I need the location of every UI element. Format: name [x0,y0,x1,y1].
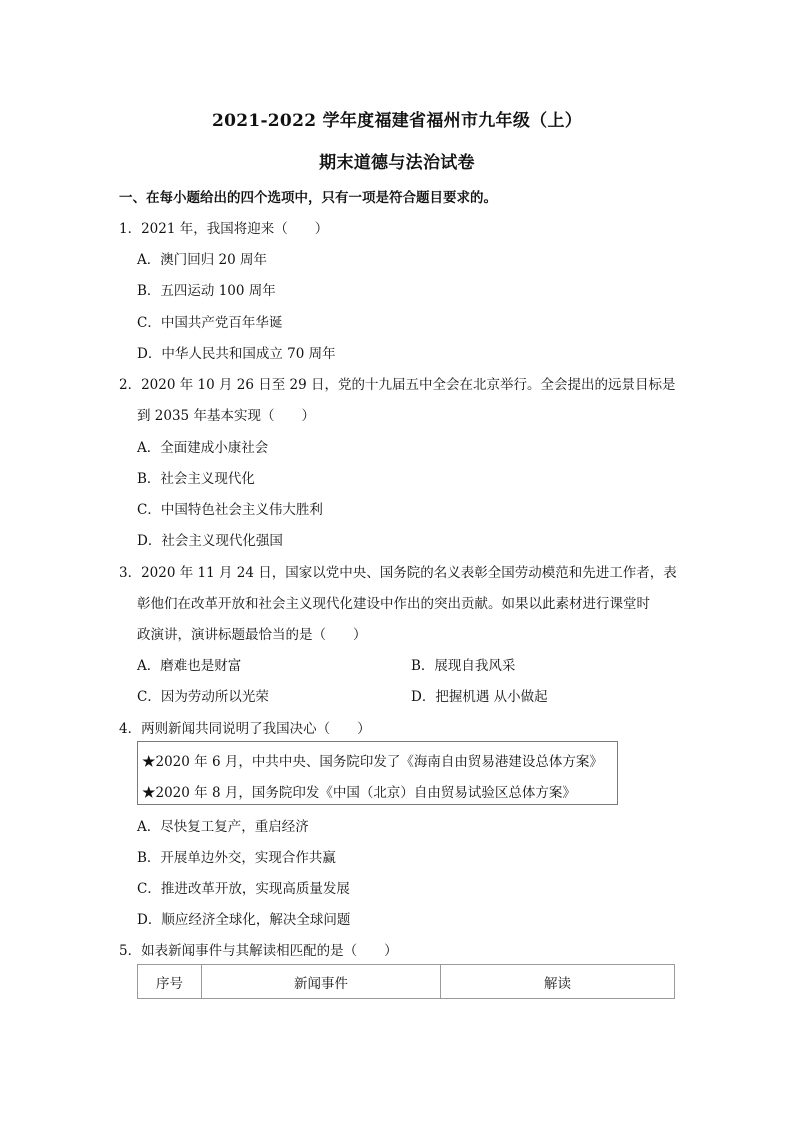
q3-option-c: C．因为劳动所以光荣 [137,689,269,705]
q4-option-d: D．顺应经济全球化，解决全球问题 [137,912,351,928]
q3-option-a: A．磨难也是财富 [137,658,242,674]
exam-title-line1: 2021-2022 学年度福建省福州市九年级（上） [211,111,583,131]
q3-option-b: B．展现自我风采 [411,658,516,674]
q4-option-b: B．开展单边外交，实现合作共赢 [137,850,336,866]
q1-option-d: D．中华人民共和国成立 70 周年 [137,346,336,362]
exam-title-line2: 期末道德与法治试卷 [319,153,475,173]
q1-option-b: B．五四运动 100 周年 [137,283,276,299]
q5-header-interpretation: 解读 [441,965,675,999]
q5-stem: 5．如表新闻事件与其解读相匹配的是（ ） [119,943,398,959]
q4-option-a: A．尽快复工复产，重启经济 [137,819,309,835]
q3-stem-line3: 政演讲，演讲标题最恰当的是（ ） [137,627,367,643]
q2-stem-line1: 2．2020 年 10 月 26 日至 29 日，党的十九届五中全会在北京举行。全会提出的远景目标是 [119,377,676,393]
q1-option-a: A．澳门回归 20 周年 [137,252,268,268]
q4-news-item-2: ★2020 年 8 月，国务院印发《中国（北京）自由贸易试验区总体方案》 [142,785,576,801]
q5-table-header-row [138,965,675,999]
q5-header-event: 新闻事件 [202,965,441,999]
q5-header-index: 序号 [138,965,202,999]
q4-option-c: C．推进改革开放，实现高质量发展 [137,881,350,897]
q4-stem: 4．两则新闻共同说明了我国决心（ ） [119,721,371,737]
q4-news-box [137,741,618,805]
q2-option-a: A．全面建成小康社会 [137,440,269,456]
q2-option-d: D．社会主义现代化强国 [137,533,283,549]
q2-option-b: B．社会主义现代化 [137,471,255,487]
q3-stem-line1: 3．2020 年 11 月 24 日，国家以党中央、国务院的名义表彰全国劳动模范和先进工作者，表 [119,565,677,581]
q4-news-item-1: ★2020 年 6 月，中共中央、国务院印发了《海南自由贸易港建设总体方案》 [142,754,603,770]
q3-stem-line2: 彰他们在改革开放和社会主义现代化建设中作出的突出贡献。如果以此素材进行课堂时 [137,596,650,612]
q1-option-c: C．中国共产党百年华诞 [137,315,283,331]
q3-option-d: D．把握机遇 从小做起 [411,689,548,705]
q2-stem-line2: 到 2035 年基本实现（ ） [137,408,315,424]
section-heading: 一、在每小题给出的四个选项中，只有一项是符合题目要求的。 [119,190,497,206]
q5-table [137,964,675,999]
q2-option-c: C．中国特色社会主义伟大胜利 [137,502,323,518]
q1-stem: 1．2021 年，我国将迎来（ ） [119,221,329,237]
